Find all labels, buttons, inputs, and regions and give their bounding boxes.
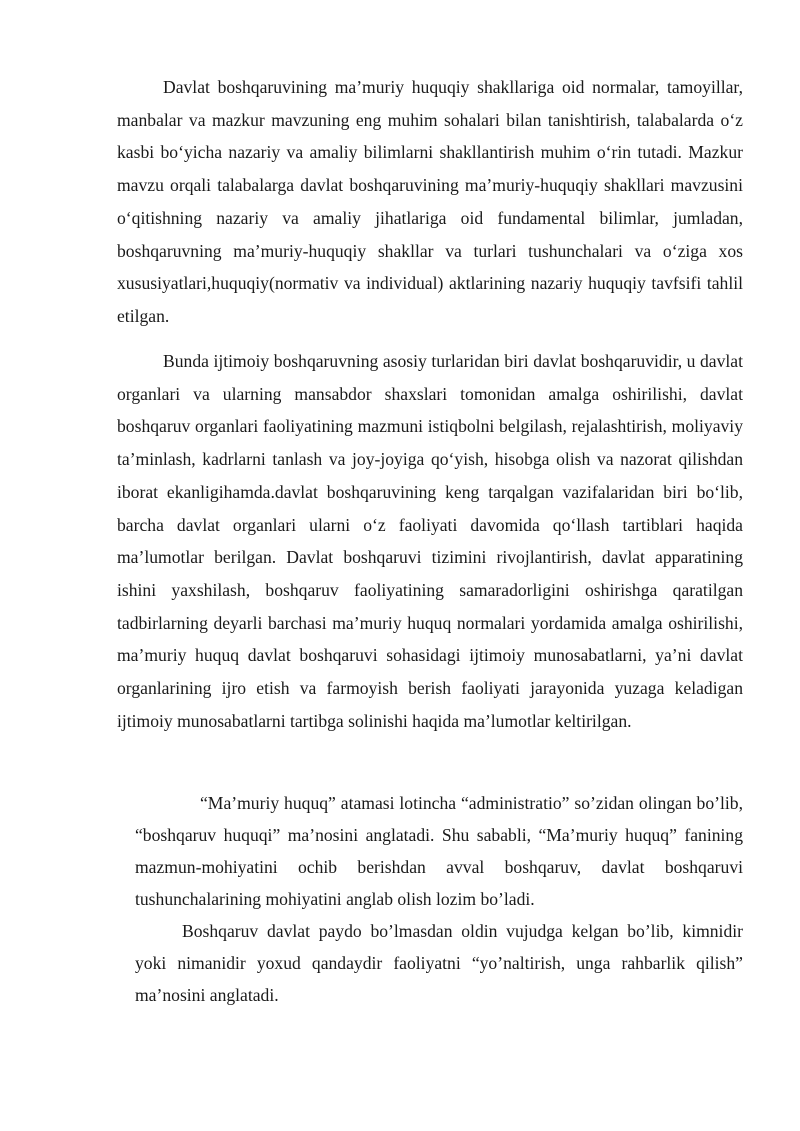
paragraph-3: “Ma’muriy huquq” atamasi lotincha “administratio” so’zidan olingan bo’lib, “boshqaruv huquqi” ma’nosini anglatadi. Shu sababli, “Ma’muriy huquq” fanining mazmun-mohiyatini ochib berishdan avval boshqaruv, davlat boshqaruvi tushunchalarining mohiyatini anglab olish lozim bo’ladi. xyxy=(135,793,743,909)
paragraph-4: Boshqaruv davlat paydo bo’lmasdan oldin vujudga kelgan bo’lib, kimnidir yoki nimanidir yoxud qandaydir faoliyatni “yo’naltirish, unga rahbarlik qilish” ma’nosini anglatadi. xyxy=(135,921,743,1005)
paragraph-2: Bunda ijtimoiy boshqaruvning asosiy turlaridan biri davlat boshqaruvidir, u davlat organlari va ularning mansabdor shaxslari tomonidan amalga oshirilishi, davlat boshqaruv organlari faoliyatining mazmuni istiqbolni belgilash, rejalashtirish, moliyaviy ta’minlash, kadrlarni tanlash va joy-joyiga qo‘yish, hisobga olish va nazorat qilishdan iborat ekanligihamda.davlat boshqaruvining keng tarqalgan vazifalaridan biri bo‘lib, barcha davlat organlari ularni o‘z faoliyati davomida qo‘llash tartiblari haqida ma’lumotlar berilgan. Davlat boshqaruvi tizimini rivojlantirish, davlat apparatining ishini yaxshilash, boshqaruv faoliyatining samaradorligini oshirishga qaratilgan tadbirlarning deyarli barchasi ma’muriy huquq normalari yordamida amalga oshirilishi, ma’muriy huquq davlat boshqaruvi sohasidagi ijtimoiy munosabatlarni, ya’ni davlat organlarining ijro etish va farmoyish berish faoliyati jarayonida yuzaga keladigan ijtimoiy munosabatlarni tartibga solinishi haqida ma’lumotlar keltirilgan. xyxy=(117,351,743,731)
paragraph-1: Davlat boshqaruvining ma’muriy huquqiy shakllariga oid normalar, tamoyillar, manbalar va mazkur mavzuning eng muhim sohalari bilan tanishtirish, talabalarda o‘z kasbi bo‘yicha nazariy va amaliy bilimlarni shakllantirish muhim o‘rin tutadi. Mazkur mavzu orqali talabalarga davlat boshqaruvining ma’muriy-huquqiy shakllari mavzusini o‘qitishning nazariy va amaliy jihatlariga oid fundamental bilimlar, jumladan, boshqaruvning ma’muriy-huquqiy shakllar va turlari tushunchalari va o‘ziga xos xususiyatlari,huquqiy(normativ va individual) aktlarining nazariy huquqiy tavfsifi tahlil etilgan. xyxy=(117,77,743,326)
